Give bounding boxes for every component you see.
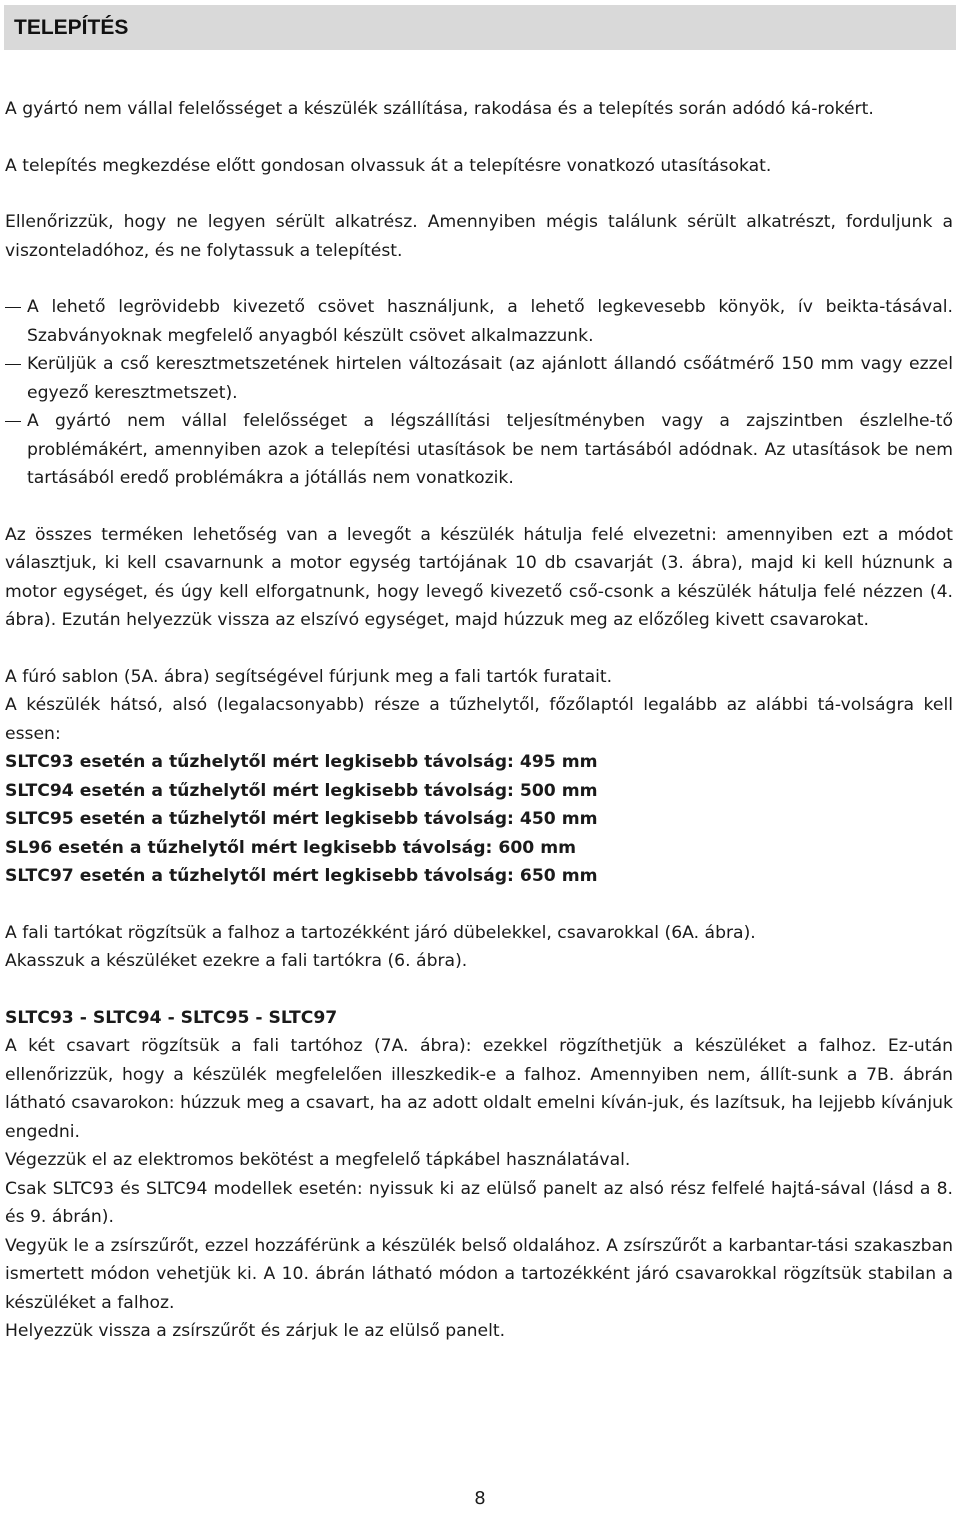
read-instructions-paragraph: A telepítés megkezdése előtt gondosan olvassuk át a telepítésre vonatkozó utasításokat.: [5, 155, 772, 176]
distance-item: SLTC95 esetén a tűzhelytől mért legkisebb távolság: 450 mm: [5, 809, 598, 829]
installation-notes-list: [5, 293, 953, 493]
bracket-hang-paragraph: Akasszuk a készüléket ezekre a fali tartókra (6. ábra).: [5, 951, 468, 971]
models-heading: SLTC93 - SLTC94 - SLTC95 - SLTC97: [5, 1007, 338, 1028]
list-item: Kerüljük a cső keresztmetszetének hirtelen változásait (az ajánlott állandó csőátmérő 150 mm vagy ezzel egyező keresztmetszet).: [5, 350, 953, 407]
list-item: A gyártó nem vállal felelősséget a légszállítási teljesítményben vagy a zajszintben észlelhe-tő problémákért, amennyiben azok a telepítési utasítások be nem tartásából adódnak. Az utasítások be nem tartásából eredő problémákra a jótállás nem vonatkozik.: [5, 407, 953, 493]
models-paragraph-close: Helyezzük vissza a zsírszűrőt és zárjuk le az elülső panelt.: [5, 1321, 506, 1341]
document-body: [5, 95, 953, 1346]
models-paragraph-screws: A két csavart rögzítsük a fali tartóhoz (7A. ábra): ezekkel rögzíthetjük a készüléket a falhoz. Ez-után ellenőrizzük, hogy a készülék megfelelően illeszkedik-e a falhoz. Amennyiben nem, állít-sunk a 7B. ábrán látható csavarokon: húzzuk meg a csavart, ha az adott oldalt emelni kíván-juk, és lazítsuk, ha lejjebb kívánjuk engedni.: [5, 1036, 953, 1142]
distance-intro-paragraph: A készülék hátsó, alsó (legalacsonyabb) része a tűzhelytől, főzőlaptól legalább az alábbi tá-volságra kell essen:: [5, 695, 953, 744]
section-header-bar: [4, 5, 956, 50]
section-title: TELEPÍTÉS: [14, 16, 129, 39]
models-paragraph-filter: Vegyük le a zsírszűrőt, ezzel hozzáférünk a készülék belső oldalához. A zsírszűrőt a karbantar-tási szakaszban ismertett módon vehetjük ki. A 10. ábrán látható módon a tartozékként járó csavarokkal rögzítsük stabilan a készüléket a falhoz.: [5, 1235, 953, 1313]
page-number: 8: [474, 1488, 486, 1509]
distance-item: SLTC93 esetén a tűzhelytől mért legkisebb távolság: 495 mm: [5, 752, 598, 772]
distance-item: SL96 esetén a tűzhelytől mért legkisebb távolság: 600 mm: [5, 837, 577, 858]
list-item: A lehető legrövidebb kivezető csövet használjunk, a lehető legkevesebb könyök, ív beikta-tásával. Szabványoknak megfelelő anyagból készült csövet alkalmazzunk.: [5, 293, 953, 350]
check-parts-paragraph: Ellenőrizzük, hogy ne legyen sérült alkatrész. Amennyiben mégis találunk sérült alkatrészt, forduljunk a viszonteladóhoz, és ne folytassuk a telepítést.: [5, 212, 953, 261]
models-paragraph-front-panel: Csak SLTC93 és SLTC94 modellek esetén: nyissuk ki az elülső panelt az alsó rész felfelé hajtá-sával (lásd a 8. és 9. ábrán).: [5, 1178, 953, 1227]
distance-item: SLTC97 esetén a tűzhelytől mért legkisebb távolság: 650 mm: [5, 866, 598, 886]
exhaust-paragraph: Az összes terméken lehetőség van a levegőt a készülék hátulja felé elvezetni: amennyiben ezt a módot választjuk, ki kell csavarnunk a motor egység tartójának 10 db csavarját (3. ábra), majd ki kell húznunk a motor egységet, és úgy kell elforgatnunk, hogy levegő kivezető cső-csonk a készülék hátulja felé nézzen (4. ábra). Ezután helyezzük vissza az elszívó egységet, majd húzzuk meg az előzőleg kivett csavarokat.: [5, 524, 953, 630]
bracket-fix-paragraph: A fali tartókat rögzítsük a falhoz a tartozékként járó dübelekkel, csavarokkal (6A. ábra).: [5, 922, 756, 943]
distance-list: [5, 748, 953, 891]
models-paragraph-electric: Végezzük el az elektromos bekötést a megfelelő tápkábel használatával.: [5, 1150, 631, 1170]
drilling-template-paragraph: A fúró sablon (5A. ábra) segítségével fúrjunk meg a fali tartók furatait.: [5, 666, 613, 687]
distance-item: SLTC94 esetén a tűzhelytől mért legkisebb távolság: 500 mm: [5, 780, 598, 801]
liability-paragraph: A gyártó nem vállal felelősséget a készülék szállítása, rakodása és a telepítés során adódó ká-rokért.: [5, 99, 874, 119]
